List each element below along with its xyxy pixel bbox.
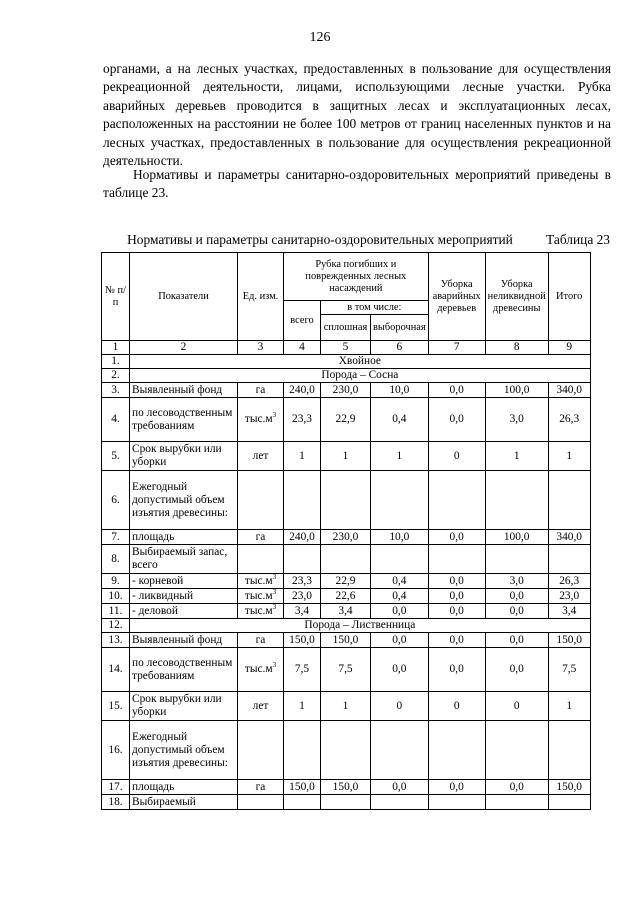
- table-row: [102, 619, 591, 633]
- row-value: 0,0: [428, 574, 485, 589]
- row-value: [321, 545, 371, 574]
- row-value: 23,3: [284, 398, 321, 442]
- column-number: 1: [102, 341, 130, 355]
- row-number: 16.: [102, 721, 130, 780]
- row-value: 0: [428, 692, 485, 721]
- header-all: всего: [284, 301, 321, 341]
- row-value: 0,0: [428, 780, 485, 795]
- row-value: 23,0: [284, 589, 321, 604]
- row-value: 1: [371, 442, 429, 471]
- table-row: [102, 355, 591, 369]
- header-indicators: Показатели: [130, 253, 238, 341]
- row-unit: $тыс.м^3$: [238, 398, 284, 442]
- norms-table: [101, 252, 591, 810]
- row-value: [321, 471, 371, 530]
- row-value: 340,0: [548, 530, 590, 545]
- header-including: в том числе:: [321, 301, 429, 315]
- row-number: 6.: [102, 471, 130, 530]
- section-label: Порода – Сосна: [130, 369, 591, 383]
- column-numbers-row: [102, 341, 591, 355]
- header-clear: сплошная: [321, 315, 371, 341]
- row-indicator: - корневой: [130, 574, 238, 589]
- table-label: Таблица 23: [546, 232, 610, 247]
- row-value: [428, 545, 485, 574]
- row-value: [371, 545, 429, 574]
- row-value: 0,0: [371, 648, 429, 692]
- row-unit: [238, 471, 284, 530]
- table-row: [102, 574, 591, 589]
- row-value: [321, 795, 371, 810]
- row-indicator: по лесоводственным требованиям: [130, 398, 238, 442]
- section-label: Порода – Лиственница: [130, 619, 591, 633]
- row-value: 230,0: [321, 383, 371, 398]
- row-unit: $тыс.м^3$: [238, 604, 284, 619]
- row-value: 0,0: [428, 604, 485, 619]
- row-value: 22,9: [321, 574, 371, 589]
- row-unit: лет: [238, 692, 284, 721]
- table-row: [102, 471, 591, 530]
- row-value: 1: [321, 692, 371, 721]
- row-value: 340,0: [548, 383, 590, 398]
- row-value: 240,0: [284, 383, 321, 398]
- row-value: 1: [284, 442, 321, 471]
- row-number: 8.: [102, 545, 130, 574]
- row-number: 17.: [102, 780, 130, 795]
- row-value: 23,0: [548, 589, 590, 604]
- table-row: [102, 795, 591, 810]
- row-unit: [238, 795, 284, 810]
- row-value: 0,0: [428, 633, 485, 648]
- row-number: 15.: [102, 692, 130, 721]
- table-row: [102, 604, 591, 619]
- row-value: 150,0: [321, 780, 371, 795]
- table-title: Нормативы и параметры санитарно-оздоровительных мероприятий: [127, 232, 513, 247]
- row-indicator: Срок вырубки или уборки: [130, 692, 238, 721]
- row-value: 3,4: [284, 604, 321, 619]
- row-value: 1: [321, 442, 371, 471]
- row-unit: [238, 545, 284, 574]
- row-value: 1: [284, 692, 321, 721]
- column-number: 4: [284, 341, 321, 355]
- paragraph-2: Нормативы и параметры санитарно-оздоровительных мероприятий приведены в таблице 23.: [103, 167, 611, 201]
- row-indicator: Срок вырубки или уборки: [130, 442, 238, 471]
- row-indicator: - ликвидный: [130, 589, 238, 604]
- row-value: [371, 795, 429, 810]
- header-felling: Рубка погибших и поврежденных лесных насаждений: [284, 253, 429, 301]
- row-unit: га: [238, 633, 284, 648]
- table-row: [102, 398, 591, 442]
- row-number: 13.: [102, 633, 130, 648]
- row-value: 240,0: [284, 530, 321, 545]
- row-number: 14.: [102, 648, 130, 692]
- row-number: 2.: [102, 369, 130, 383]
- row-indicator: Выявленный фонд: [130, 383, 238, 398]
- table-row: [102, 648, 591, 692]
- row-value: 0,4: [371, 589, 429, 604]
- row-value: [371, 721, 429, 780]
- table-row: [102, 692, 591, 721]
- header-emergency: Уборка аварийных деревьев: [428, 253, 485, 341]
- row-indicator: Выбираемый запас, всего: [130, 545, 238, 574]
- row-indicator: площадь: [130, 780, 238, 795]
- row-value: 3,4: [321, 604, 371, 619]
- row-value: 0,0: [485, 589, 548, 604]
- table-row: [102, 383, 591, 398]
- row-indicator: - деловой: [130, 604, 238, 619]
- row-value: 0,0: [371, 633, 429, 648]
- row-value: 0,0: [485, 648, 548, 692]
- row-number: 7.: [102, 530, 130, 545]
- header-unit: Ед. изм.: [238, 253, 284, 341]
- row-value: 3,0: [485, 574, 548, 589]
- row-unit: га: [238, 530, 284, 545]
- row-indicator: по лесоводственным требованиям: [130, 648, 238, 692]
- row-value: 0,0: [485, 604, 548, 619]
- row-value: 1: [485, 442, 548, 471]
- row-value: [428, 471, 485, 530]
- row-value: 0,0: [428, 398, 485, 442]
- column-number: 5: [321, 341, 371, 355]
- row-value: 0: [371, 692, 429, 721]
- row-value: 3,4: [548, 604, 590, 619]
- row-indicator: Выбираемый: [130, 795, 238, 810]
- row-value: 26,3: [548, 574, 590, 589]
- row-value: 230,0: [321, 530, 371, 545]
- row-value: 0,0: [371, 780, 429, 795]
- row-unit: $тыс.м^3$: [238, 589, 284, 604]
- row-number: 9.: [102, 574, 130, 589]
- table-row: [102, 530, 591, 545]
- row-value: 7,5: [548, 648, 590, 692]
- row-unit: лет: [238, 442, 284, 471]
- page-number: 126: [309, 30, 331, 45]
- row-value: 0,0: [485, 780, 548, 795]
- row-value: [548, 721, 590, 780]
- column-number: 7: [428, 341, 485, 355]
- column-number: 2: [130, 341, 238, 355]
- row-indicator: Выявленный фонд: [130, 633, 238, 648]
- table-row: [102, 589, 591, 604]
- row-value: [548, 545, 590, 574]
- row-number: 3.: [102, 383, 130, 398]
- row-value: 0: [428, 442, 485, 471]
- row-unit: га: [238, 780, 284, 795]
- column-number: 8: [485, 341, 548, 355]
- row-value: 22,6: [321, 589, 371, 604]
- row-value: 7,5: [321, 648, 371, 692]
- row-value: 22,9: [321, 398, 371, 442]
- row-value: 0,0: [428, 383, 485, 398]
- row-unit: $тыс.м^3$: [238, 574, 284, 589]
- row-value: 0,0: [485, 633, 548, 648]
- row-value: [548, 795, 590, 810]
- row-value: [284, 795, 321, 810]
- table-row: [102, 633, 591, 648]
- table-row: [102, 545, 591, 574]
- header-illiquid: Уборка неликвидной древесины: [485, 253, 548, 341]
- column-number: 6: [371, 341, 429, 355]
- column-number: 9: [548, 341, 590, 355]
- row-number: 4.: [102, 398, 130, 442]
- row-indicator: Ежегодный допустимый объем изъятия древесины:: [130, 721, 238, 780]
- row-value: [284, 471, 321, 530]
- row-value: 26,3: [548, 398, 590, 442]
- row-value: 1: [548, 692, 590, 721]
- row-value: [485, 545, 548, 574]
- row-value: 0,4: [371, 574, 429, 589]
- row-number: 10.: [102, 589, 130, 604]
- row-value: [371, 471, 429, 530]
- section-label: Хвойное: [130, 355, 591, 369]
- row-indicator: Ежегодный допустимый объем изъятия древесины:: [130, 471, 238, 530]
- row-unit: $тыс.м^3$: [238, 648, 284, 692]
- row-value: [548, 471, 590, 530]
- row-value: 100,0: [485, 383, 548, 398]
- row-value: 1: [548, 442, 590, 471]
- table-row: [102, 369, 591, 383]
- row-value: 150,0: [548, 780, 590, 795]
- row-number: 18.: [102, 795, 130, 810]
- row-value: [485, 795, 548, 810]
- paragraph-1: органами, а на лесных участках, предоставленных в пользование для осуществления рекреационной деятельности, лицами, использующими лесные участки. Рубка аварийных деревьев проводится в защитных лесах и эксплуатационных лесах, расположенных на расстоянии не более 100 метров от границ населенных пунктов и на лесных участках, предоставленных в пользование для осуществления рекреационной деятельности.: [103, 61, 611, 169]
- column-number: 3: [238, 341, 284, 355]
- row-value: [284, 545, 321, 574]
- row-value: 0,0: [371, 604, 429, 619]
- row-number: 12.: [102, 619, 130, 633]
- row-value: 0: [485, 692, 548, 721]
- row-number: 5.: [102, 442, 130, 471]
- row-value: [321, 721, 371, 780]
- row-unit: га: [238, 383, 284, 398]
- header-num: № п/п: [102, 253, 130, 341]
- row-value: 100,0: [485, 530, 548, 545]
- row-number: 11.: [102, 604, 130, 619]
- row-value: [485, 721, 548, 780]
- row-number: 1.: [102, 355, 130, 369]
- table-row: [102, 780, 591, 795]
- row-value: 10,0: [371, 530, 429, 545]
- row-value: 0,0: [428, 530, 485, 545]
- row-value: 10,0: [371, 383, 429, 398]
- row-indicator: площадь: [130, 530, 238, 545]
- row-value: 150,0: [284, 633, 321, 648]
- row-value: 150,0: [548, 633, 590, 648]
- table-row: [102, 721, 591, 780]
- row-unit: [238, 721, 284, 780]
- table-row: [102, 442, 591, 471]
- row-value: 0,0: [428, 648, 485, 692]
- row-value: 0,4: [371, 398, 429, 442]
- row-value: [428, 721, 485, 780]
- header-selective: выборочная: [371, 315, 429, 341]
- row-value: 7,5: [284, 648, 321, 692]
- row-value: [428, 795, 485, 810]
- header-total: Итого: [548, 253, 590, 341]
- row-value: 3,0: [485, 398, 548, 442]
- row-value: 0,0: [428, 589, 485, 604]
- row-value: [485, 471, 548, 530]
- row-value: 150,0: [284, 780, 321, 795]
- row-value: [284, 721, 321, 780]
- row-value: 150,0: [321, 633, 371, 648]
- row-value: 23,3: [284, 574, 321, 589]
